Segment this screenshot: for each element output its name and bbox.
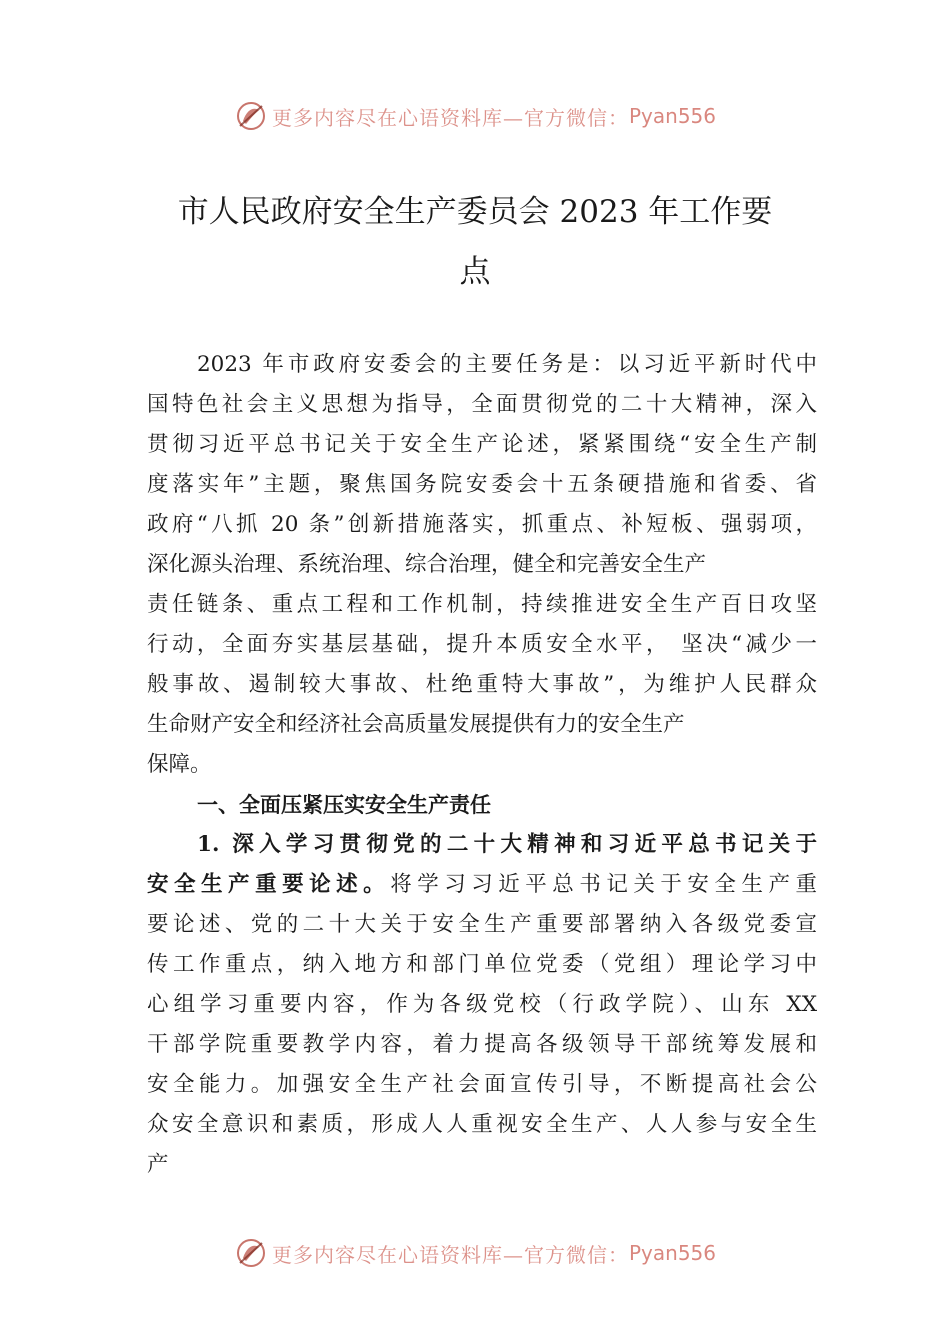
header-watermark — [0, 96, 950, 136]
intro-line: 度落实年”主题，聚焦国务院安委会十五条硬措施和省委、省 — [147, 472, 817, 497]
item-line: 传工作重点，纳入地方和部门单位党委（党组）理论学习中 — [147, 952, 817, 977]
intro-line: 行动，全面夯实基层基础，提升本质安全水平， 坚决“减少一 — [147, 632, 817, 657]
section-heading: 一、全面压紧压实安全生产责任 — [197, 793, 491, 817]
item-line: 心组学习重要内容，作为各级党校（行政学院）、山东 XX — [147, 992, 817, 1017]
watermark-wechat-id: Pyan556 — [628, 104, 716, 128]
signature-pen-logo-icon — [234, 1236, 268, 1270]
intro-line: 政府“八抓 20 条”创新措施落实，抓重点、补短板、强弱项， — [147, 512, 817, 537]
watermark-text: 更多内容尽在心语资料库—官方微信： — [271, 1242, 629, 1267]
item-line: 要论述、党的二十大关于安全生产重要部署纳入各级党委宣 — [147, 912, 817, 937]
item-line: 干部学院重要教学内容，着力提高各级领导干部统筹发展和 — [147, 1032, 817, 1057]
title-line-1: 市人民政府安全生产委员会 2023 年工作要 — [177, 194, 773, 230]
intro-line: 深化源头治理、系统治理、综合治理，健全和完善安全生产 — [147, 552, 707, 577]
watermark-text: 更多内容尽在心语资料库—官方微信： — [271, 105, 629, 130]
document-body — [147, 345, 817, 1185]
item-text: 将学习习近平总书记关于安全生产重 — [390, 872, 817, 897]
document-title — [145, 182, 805, 302]
intro-line: 国特色社会主义思想为指导，全面贯彻党的二十大精神，深入 — [147, 392, 817, 417]
signature-pen-logo-icon — [234, 99, 268, 133]
intro-line: 生命财产安全和经济社会高质量发展提供有力的安全生产 — [147, 712, 685, 737]
title-line-2: 点 — [459, 254, 491, 290]
intro-line: 保障。 — [147, 752, 212, 777]
item-line: 产 — [147, 1152, 169, 1177]
intro-line: 责任链条、重点工程和工作机制，持续推进安全生产百日攻坚 — [147, 592, 817, 617]
item-line — [147, 865, 817, 905]
intro-line: 般事故、遏制较大事故、杜绝重特大事故”，为维护人民群众 — [147, 672, 817, 697]
item-line: 安全能力。加强安全生产社会面宣传引导，不断提高社会公 — [147, 1072, 817, 1097]
footer-watermark — [0, 1233, 950, 1273]
intro-line: 2023 年市政府安委会的主要任务是：以习近平新时代中 — [197, 352, 817, 377]
item-heading-line: 1. 深入学习贯彻党的二十大精神和习近平总书记关于 — [197, 832, 817, 857]
intro-line: 贯彻习近平总书记关于安全生产论述，紧紧围绕“安全生产制 — [147, 432, 817, 457]
item-line: 众安全意识和素质，形成人人重视安全生产、人人参与安全生 — [147, 1112, 817, 1137]
watermark-wechat-id: Pyan556 — [628, 1241, 716, 1265]
item-heading-end: 安全生产重要论述。 — [147, 872, 391, 897]
